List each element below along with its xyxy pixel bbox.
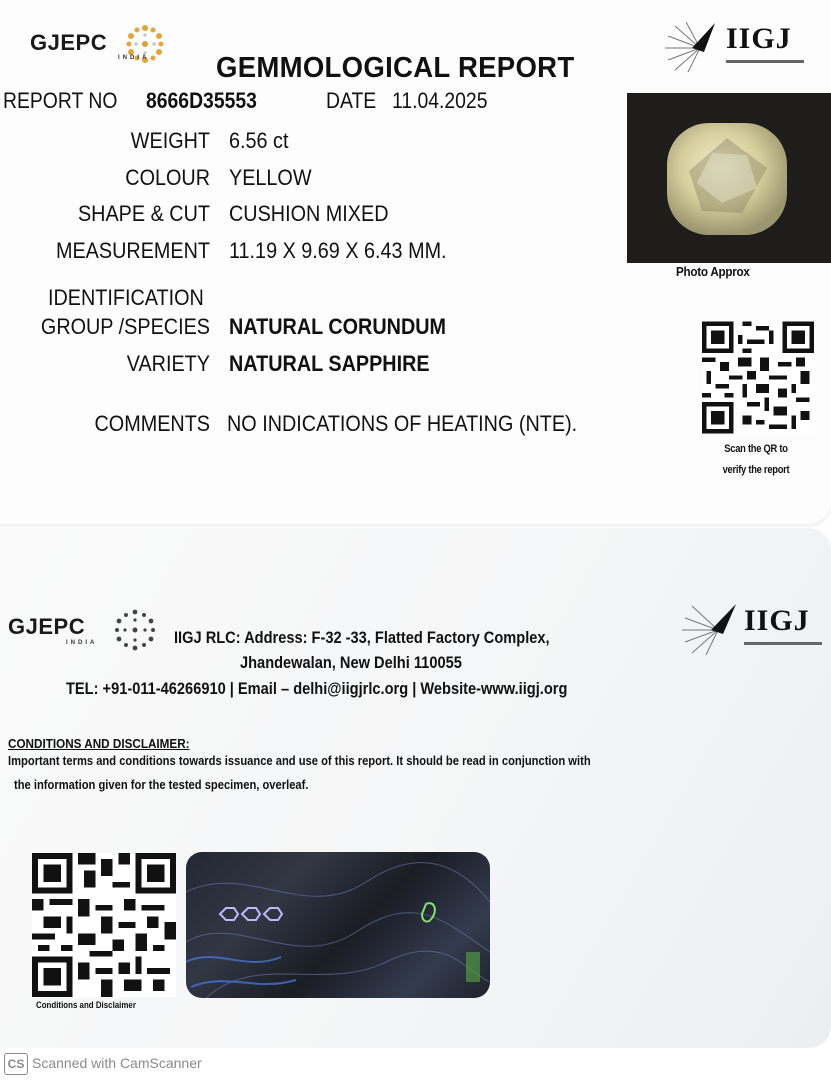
qr-caption-line-2: verify the report <box>722 464 790 476</box>
colour-label: COLOUR <box>125 165 210 190</box>
measurement-value: 11.19 X 9.69 X 6.43 MM. <box>229 238 447 263</box>
gem-photo <box>627 93 831 263</box>
weight-value: 6.56 ct <box>229 128 289 153</box>
gem-stone-image <box>627 93 831 263</box>
group-species-value: NATURAL CORUNDUM <box>229 314 447 339</box>
colour-value: YELLOW <box>229 165 312 190</box>
address-line-1: IIGJ RLC: Address: F-32 -33, Flatted Factory Complex, <box>174 628 550 647</box>
address-line-2: Jhandewalan, New Delhi 110055 <box>240 653 462 672</box>
back-gjepc-logo-text: GJEPC <box>8 614 86 639</box>
shape-cut-label: SHAPE & CUT <box>77 201 210 226</box>
camscanner-text: Scanned with CamScanner <box>32 1055 202 1071</box>
report-no-value: 8666D35553 <box>146 88 257 113</box>
back-iigj-logo-text: IIGJ <box>744 604 810 637</box>
conditions-line-1: Important terms and conditions towards issuance and use of this report. It should be read in conjunction with <box>8 753 591 768</box>
conditions-heading: CONDITIONS AND DISCLAIMER: <box>8 736 190 751</box>
gjepc-india-text: INDIA <box>118 55 150 61</box>
identification-label: IDENTIFICATION <box>48 285 204 310</box>
conditions-qr-code[interactable] <box>32 852 176 998</box>
hologram-pattern <box>186 852 490 998</box>
date-value: 11.04.2025 <box>392 88 488 113</box>
back-gjepc-sunburst-icon <box>108 602 162 658</box>
conditions-line-2: the information given for the tested specimen, overleaf. <box>14 777 309 792</box>
shape-cut-value: CUSHION MIXED <box>229 201 389 226</box>
contact-line: TEL: +91-011-46266910 | Email – delhi@iigjrlc.org | Website-www.iigj.org <box>66 679 568 698</box>
qr-caption-line-1: Scan the QR to <box>724 443 788 455</box>
report-no-label: REPORT NO <box>3 88 118 113</box>
variety-label: VARIETY <box>126 351 210 376</box>
back-gjepc-india-text: INDIA <box>66 640 98 646</box>
date-label: DATE <box>326 88 377 113</box>
verify-qr-code[interactable] <box>702 320 814 435</box>
conditions-qr-caption: Conditions and Disclaimer <box>36 1000 136 1010</box>
gjepc-logo-text: GJEPC <box>30 30 108 55</box>
iigj-underline <box>726 60 804 63</box>
report-front-card <box>0 0 831 524</box>
camscanner-logo: CS <box>4 1053 28 1075</box>
iigj-logo-text: IIGJ <box>726 22 792 55</box>
report-title: GEMMOLOGICAL REPORT <box>216 52 575 84</box>
measurement-label: MEASUREMENT <box>55 238 210 263</box>
weight-label: WEIGHT <box>130 128 210 153</box>
back-iigj-underline <box>744 642 822 645</box>
photo-caption: Photo Approx <box>676 264 750 279</box>
security-hologram <box>186 852 490 998</box>
group-species-label: GROUP /SPECIES <box>40 314 210 339</box>
comments-value: NO INDICATIONS OF HEATING (NTE). <box>227 411 578 436</box>
variety-value: NATURAL SAPPHIRE <box>229 351 430 376</box>
iigj-burst-icon <box>660 18 720 73</box>
comments-label: COMMENTS <box>94 411 210 436</box>
back-iigj-burst-icon <box>678 598 740 656</box>
